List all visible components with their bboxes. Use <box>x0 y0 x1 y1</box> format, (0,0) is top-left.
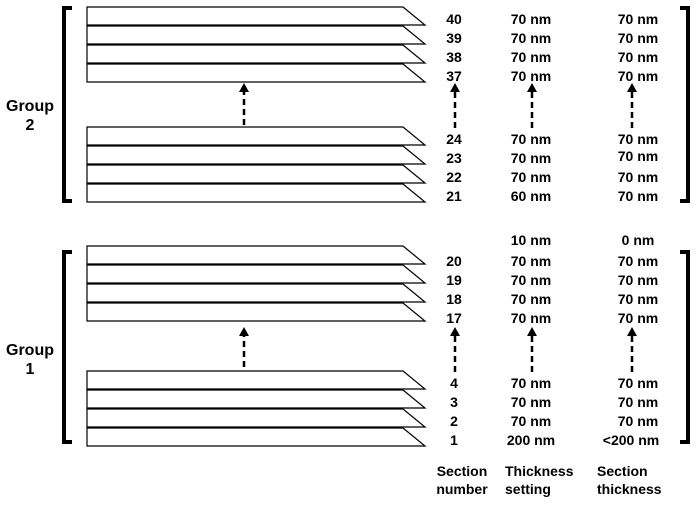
header-section-thickness-line1: Section <box>597 463 648 479</box>
thickness-setting: 70 nm <box>510 49 552 65</box>
group-1-labels <box>446 253 659 448</box>
group-1-extra-row <box>511 232 655 248</box>
group-2-upper-slabs <box>87 7 425 82</box>
group-1-lower-slabs <box>87 371 425 446</box>
group-1-upper-slabs <box>87 246 425 321</box>
group-1-continuation-arrows <box>244 336 632 372</box>
arrowhead <box>627 327 637 336</box>
section-number: 24 <box>446 131 462 147</box>
section-thickness: 70 nm <box>617 291 659 307</box>
thickness-setting: 70 nm <box>510 150 552 166</box>
section-slab <box>87 7 425 25</box>
group-2-label-word: Group <box>6 98 54 115</box>
arrowhead <box>527 83 537 92</box>
thickness-setting: 200 nm <box>506 432 556 448</box>
thickness-setting: 70 nm <box>510 68 552 84</box>
thickness-setting: 60 nm <box>510 188 552 204</box>
section-slab <box>87 409 425 427</box>
section-thickness: 70 nm <box>617 148 659 164</box>
section-thickness: 70 nm <box>617 253 659 269</box>
group-1-label-word: Group <box>6 342 54 359</box>
section-slab <box>87 371 425 389</box>
section-thickness: 0 nm <box>621 232 655 248</box>
section-slab <box>87 428 425 446</box>
section-number: 38 <box>446 49 462 65</box>
section-number: 1 <box>450 432 458 448</box>
section-number: 21 <box>446 188 462 204</box>
thickness-setting: 70 nm <box>510 394 552 410</box>
section-slab <box>87 246 425 264</box>
group-2-continuation-arrows <box>244 92 632 128</box>
arrowhead <box>527 327 537 336</box>
section-thickness: <200 nm <box>602 432 660 448</box>
thickness-setting: 70 nm <box>510 11 552 27</box>
section-thickness: 70 nm <box>617 11 659 27</box>
section-number: 20 <box>446 253 462 269</box>
section-thickness: 70 nm <box>617 310 659 326</box>
thickness-setting: 70 nm <box>510 413 552 429</box>
section-slab <box>87 390 425 408</box>
section-slab <box>87 64 425 82</box>
section-slab <box>87 303 425 321</box>
section-thickness: 70 nm <box>617 30 659 46</box>
section-slab <box>87 45 425 63</box>
arrowhead <box>450 327 460 336</box>
arrowhead <box>239 327 249 336</box>
column-headers <box>436 463 661 497</box>
group-1-right-bracket <box>680 252 688 442</box>
section-slab <box>87 127 425 145</box>
group-2-arrowheads <box>239 83 637 92</box>
group-2-right-bracket <box>680 8 688 201</box>
thickness-setting: 70 nm <box>510 169 552 185</box>
thickness-setting: 70 nm <box>510 272 552 288</box>
section-thickness: 70 nm <box>617 375 659 391</box>
section-thickness: 70 nm <box>617 413 659 429</box>
section-thickness: 70 nm <box>617 68 659 84</box>
thickness-setting: 70 nm <box>510 375 552 391</box>
group-1-arrowheads <box>239 327 637 336</box>
group-2-labels <box>446 11 658 204</box>
thickness-setting: 70 nm <box>510 30 552 46</box>
section-thickness: 70 nm <box>617 272 659 288</box>
section-number: 23 <box>446 150 462 166</box>
group-2-left-bracket <box>64 8 72 201</box>
header-thickness-setting-line1: Thickness <box>505 463 574 479</box>
section-number: 2 <box>450 413 458 429</box>
section-number: 19 <box>446 272 462 288</box>
thickness-setting: 70 nm <box>510 291 552 307</box>
section-number: 40 <box>446 11 462 27</box>
header-section-number-line2: number <box>436 481 488 497</box>
header-section-thickness-line2: thickness <box>597 481 662 497</box>
arrowhead <box>239 83 249 92</box>
section-number: 18 <box>446 291 462 307</box>
section-number: 4 <box>450 375 458 391</box>
section-slab <box>87 26 425 44</box>
section-number: 17 <box>446 310 462 326</box>
group-1-label-number: 1 <box>25 361 35 378</box>
section-thickness: 70 nm <box>617 394 659 410</box>
section-slab <box>87 146 425 164</box>
section-number: 3 <box>450 394 458 410</box>
section-slab <box>87 284 425 302</box>
section-slab <box>87 265 425 283</box>
thickness-setting: 70 nm <box>510 310 552 326</box>
group-2-lower-slabs <box>87 127 425 202</box>
section-thickness: 70 nm <box>617 169 659 185</box>
header-section-number-line1: Section <box>436 463 488 479</box>
thickness-setting: 10 nm <box>510 232 552 248</box>
section-number: 22 <box>446 169 462 185</box>
section-slab <box>87 165 425 183</box>
section-slab <box>87 184 425 202</box>
section-thickness: 70 nm <box>617 49 659 65</box>
header-thickness-setting-line2: setting <box>505 481 551 497</box>
section-thickness: 70 nm <box>617 131 659 147</box>
section-number: 37 <box>446 68 462 84</box>
group-1-left-bracket <box>64 252 72 442</box>
arrowhead <box>627 83 637 92</box>
section-number: 39 <box>446 30 462 46</box>
thickness-setting: 70 nm <box>510 253 552 269</box>
arrowhead <box>450 83 460 92</box>
section-thickness: 70 nm <box>617 188 659 204</box>
thickness-setting: 70 nm <box>510 131 552 147</box>
group-2-label-number: 2 <box>25 117 35 134</box>
